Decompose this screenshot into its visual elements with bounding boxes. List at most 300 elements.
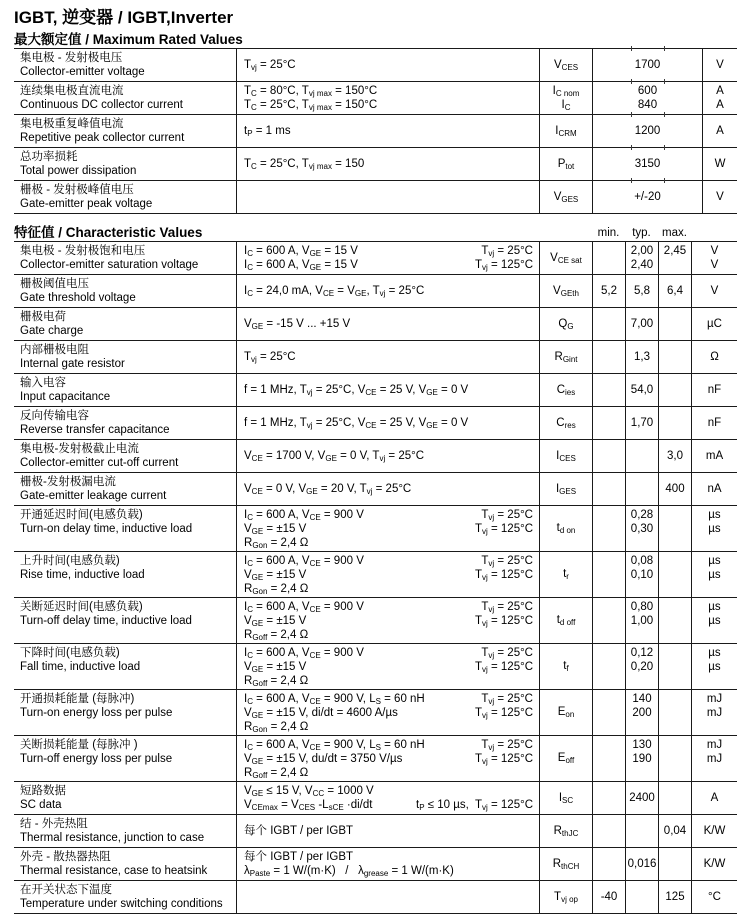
condition-line bbox=[244, 692, 533, 706]
condition-line bbox=[244, 258, 533, 272]
symbol-cell bbox=[539, 115, 592, 147]
spec-name-cn: 关断损耗能量 (每脉冲 ) bbox=[20, 739, 138, 751]
min-value-cell bbox=[592, 881, 625, 913]
value: 1700 bbox=[634, 58, 661, 71]
symbol-cell bbox=[539, 275, 592, 307]
typ-value-cell bbox=[625, 552, 658, 597]
unit: mJ bbox=[706, 753, 723, 765]
condition-temperature: $T_{vj} = 25^\circ C$ bbox=[481, 739, 533, 752]
symbol-cell bbox=[539, 242, 592, 274]
condition-temperature: $T_{vj} = 25^\circ C$ bbox=[481, 601, 533, 614]
condition-line bbox=[244, 850, 533, 864]
condition-line bbox=[244, 416, 533, 430]
condition-temperature: $T_{vj} = 125^\circ C$ bbox=[474, 753, 533, 766]
unit: µs bbox=[708, 615, 721, 627]
typ-value-cell bbox=[625, 782, 658, 814]
spec-name-cn: 集电极重复峰值电流 bbox=[20, 118, 124, 130]
symbol: $E_{off}$ bbox=[557, 752, 575, 765]
min-value: 5,2 bbox=[601, 284, 617, 297]
unit-cell bbox=[702, 49, 737, 81]
condition-text: $R_{Goff} = 2,4$ Ω bbox=[244, 629, 309, 642]
unit: W bbox=[714, 157, 726, 170]
symbol-cell bbox=[539, 782, 592, 814]
condition-temperature: $T_{vj} = 25^\circ C$ bbox=[481, 555, 533, 568]
condition-line bbox=[244, 317, 533, 331]
typ-value: 0,10 bbox=[630, 569, 654, 581]
spec-name-cell bbox=[14, 440, 236, 472]
symbol: $C_{ies}$ bbox=[556, 383, 576, 397]
conditions-cell bbox=[236, 473, 539, 505]
condition-text: $R_{Goff} = 2,4$ Ω bbox=[244, 767, 309, 780]
condition-line bbox=[244, 824, 533, 838]
typ-value-cell bbox=[625, 275, 658, 307]
spec-name-cell bbox=[14, 881, 236, 913]
symbol-cell bbox=[539, 181, 592, 213]
condition-line bbox=[244, 614, 533, 628]
spec-name-cell bbox=[14, 341, 236, 373]
typ-value-cell bbox=[625, 308, 658, 340]
conditions-cell bbox=[236, 181, 539, 213]
table-row bbox=[14, 690, 737, 736]
condition-line bbox=[244, 752, 533, 766]
condition-line bbox=[244, 766, 533, 780]
condition-line bbox=[244, 706, 533, 720]
max-value-cell bbox=[658, 736, 691, 781]
max-value-cell bbox=[658, 308, 691, 340]
spec-name-cn: 开通延迟时间(电感负载) bbox=[20, 509, 143, 521]
symbol: $I_{CES}$ bbox=[556, 449, 576, 463]
typ-value-cell bbox=[625, 848, 658, 880]
spec-name-cell bbox=[14, 49, 236, 81]
unit-cell bbox=[691, 690, 737, 735]
characteristic-section bbox=[14, 224, 737, 914]
unit-cell bbox=[691, 644, 737, 689]
conditions-cell bbox=[236, 275, 539, 307]
unit: mJ bbox=[706, 693, 723, 705]
typ-value: 7,00 bbox=[630, 317, 654, 330]
spec-name-cn: 上升时间(电感负载) bbox=[20, 555, 120, 567]
symbol: $R_{thCH}$ bbox=[552, 857, 580, 871]
condition-temperature: $T_{vj} = 125^\circ C$ bbox=[474, 615, 533, 628]
typ-value: 2,40 bbox=[630, 259, 654, 271]
condition-text: $I_C = 600$ A, $V_{GE} = 15$ V bbox=[244, 259, 358, 272]
condition-text: $R_{Gon} = 2,4$ Ω bbox=[244, 583, 309, 596]
table-row bbox=[14, 848, 737, 881]
symbol: $Q_G$ bbox=[558, 317, 574, 331]
unit: V bbox=[716, 190, 724, 203]
spec-name-cn: 栅极-发射极漏电流 bbox=[20, 476, 116, 488]
spec-name-cell bbox=[14, 815, 236, 847]
spec-name-cell bbox=[14, 736, 236, 781]
condition-line bbox=[244, 482, 533, 496]
condition-text: $I_C = 600$ A, $V_{CE} = 900$ V, $L_S = 60$ nH bbox=[244, 693, 425, 706]
table-row bbox=[14, 82, 737, 115]
min-value-cell bbox=[592, 506, 625, 551]
conditions-cell bbox=[236, 690, 539, 735]
spec-name-cell bbox=[14, 473, 236, 505]
max-value-cell bbox=[658, 552, 691, 597]
unit: µs bbox=[708, 601, 721, 613]
condition-line bbox=[244, 350, 533, 364]
max-value-cell bbox=[658, 341, 691, 373]
spec-name-cn: 栅极阈值电压 bbox=[20, 278, 89, 290]
condition-text: $V_{GE} = \pm 15$ V, di/dt = 4600 A/µs bbox=[244, 707, 398, 720]
unit-cell bbox=[691, 506, 737, 551]
max-value-cell bbox=[658, 440, 691, 472]
typ-value: 0,20 bbox=[630, 661, 654, 673]
spec-name-en: Gate-emitter peak voltage bbox=[20, 198, 153, 210]
condition-line bbox=[244, 798, 533, 812]
min-value-cell bbox=[592, 552, 625, 597]
max-value: 0,04 bbox=[663, 824, 687, 837]
max-rated-section bbox=[14, 31, 737, 214]
symbol: $t_{d on}$ bbox=[556, 522, 576, 535]
min-value-cell bbox=[592, 407, 625, 439]
max-value: 125 bbox=[665, 890, 685, 903]
max-value-cell bbox=[658, 598, 691, 643]
spec-name-cn: 输入电容 bbox=[20, 377, 66, 389]
condition-line bbox=[244, 84, 533, 98]
unit: K/W bbox=[703, 857, 726, 870]
condition-text: $V_{GE} = -15$ V ... +15 V bbox=[244, 317, 351, 331]
spec-name-cn: 外壳 - 散热器热阻 bbox=[20, 851, 111, 863]
condition-temperature: $T_{vj} = 125^\circ C$ bbox=[474, 569, 533, 582]
typ-value: 1,00 bbox=[630, 615, 654, 627]
value-cell bbox=[592, 115, 702, 147]
unit-cell bbox=[691, 407, 737, 439]
symbol: $V_{CES}$ bbox=[553, 58, 579, 72]
condition-line bbox=[244, 124, 533, 138]
spec-name-cell bbox=[14, 115, 236, 147]
condition-text: $V_{CE} = 1700$ V, $V_{GE} = 0$ V, $T_{vj} = 25^\circ C$ bbox=[244, 449, 425, 463]
max-rated-table bbox=[14, 48, 737, 214]
value: 1200 bbox=[634, 124, 661, 137]
typ-value: 5,8 bbox=[634, 284, 650, 297]
page-title: IGBT, 逆变器 / IGBT,Inverter bbox=[14, 8, 234, 27]
condition-text: $T_{vj} = 25^\circ C$ bbox=[244, 350, 296, 364]
condition-text: $V_{GE} = \pm 15$ V bbox=[244, 569, 307, 582]
conditions-cell bbox=[236, 308, 539, 340]
spec-name-en: Turn-off delay time, inductive load bbox=[20, 615, 192, 627]
symbol-cell bbox=[539, 49, 592, 81]
condition-line bbox=[244, 628, 533, 642]
conditions-cell bbox=[236, 82, 539, 114]
symbol-cell bbox=[539, 736, 592, 781]
unit: A bbox=[716, 99, 724, 111]
spec-name-cell bbox=[14, 644, 236, 689]
conditions-cell bbox=[236, 440, 539, 472]
condition-text: $I_C = 600$ A, $V_{CE} = 900$ V bbox=[244, 647, 364, 660]
condition-text: $t_P = 1$ ms bbox=[244, 124, 291, 138]
unit-cell bbox=[702, 82, 737, 114]
symbol-cell bbox=[539, 440, 592, 472]
max-value: 6,4 bbox=[667, 284, 683, 297]
condition-line bbox=[244, 864, 533, 878]
max-value-cell bbox=[658, 407, 691, 439]
spec-name-en: Fall time, inductive load bbox=[20, 661, 141, 673]
spec-name-cell bbox=[14, 506, 236, 551]
table-row bbox=[14, 242, 737, 275]
condition-temperature: $T_{vj} = 125^\circ C$ bbox=[474, 259, 533, 272]
spec-name-cell bbox=[14, 82, 236, 114]
condition-line bbox=[244, 522, 533, 536]
max-value-cell bbox=[658, 644, 691, 689]
symbol: $V_{CE sat}$ bbox=[550, 251, 582, 265]
unit: nA bbox=[707, 482, 722, 495]
max-value: 3,0 bbox=[667, 449, 683, 462]
spec-name-en: Thermal resistance, junction to case bbox=[20, 832, 205, 844]
spec-name-en: Reverse transfer capacitance bbox=[20, 424, 170, 436]
spec-name-cn: 集电极-发射极截止电流 bbox=[20, 443, 139, 455]
unit-cell bbox=[691, 881, 737, 913]
typ-value: 1,70 bbox=[630, 416, 654, 429]
unit: mJ bbox=[706, 739, 723, 751]
unit-cell bbox=[691, 308, 737, 340]
condition-temperature: $T_{vj} = 25^\circ C$ bbox=[481, 647, 533, 660]
max-value-cell bbox=[658, 815, 691, 847]
condition-text: $T_C = 80^\circ C$, $T_{vj max} = 150^\circ C$ bbox=[244, 85, 378, 98]
symbol: $I_{CRM}$ bbox=[555, 124, 577, 138]
unit: A bbox=[716, 124, 724, 137]
max-rated-heading: 最大额定值 / Maximum Rated Values bbox=[14, 32, 243, 47]
condition-text: $I_C = 24,0$ mA, $V_{CE} = V_{GE}$, $T_{vj} = 25^\circ C$ bbox=[244, 284, 425, 298]
unit-cell bbox=[691, 374, 737, 406]
unit-cell bbox=[691, 782, 737, 814]
condition-text: $V_{GE} = \pm 15$ V bbox=[244, 523, 307, 536]
unit: µC bbox=[707, 317, 722, 330]
spec-name-cell bbox=[14, 552, 236, 597]
spec-name-en: Internal gate resistor bbox=[20, 358, 125, 370]
typ-value-cell bbox=[625, 440, 658, 472]
max-value-cell bbox=[658, 848, 691, 880]
conditions-cell bbox=[236, 881, 539, 913]
spec-name-en: Collector-emitter voltage bbox=[20, 66, 145, 78]
spec-name-cell bbox=[14, 148, 236, 180]
conditions-cell bbox=[236, 506, 539, 551]
characteristic-heading: 特征值 / Characteristic Values bbox=[14, 225, 203, 240]
min-value-cell bbox=[592, 782, 625, 814]
value-cell bbox=[592, 148, 702, 180]
max-value: 400 bbox=[665, 482, 685, 495]
col-header-typ: typ. bbox=[632, 227, 651, 239]
unit-cell bbox=[691, 275, 737, 307]
unit: nF bbox=[707, 383, 722, 396]
conditions-cell bbox=[236, 341, 539, 373]
unit: V bbox=[710, 245, 719, 257]
table-row bbox=[14, 49, 737, 82]
max-value-cell bbox=[658, 782, 691, 814]
unit: V bbox=[710, 284, 719, 297]
condition-text: $I_C = 600$ A, $V_{CE} = 900$ V bbox=[244, 555, 364, 568]
unit-cell bbox=[691, 242, 737, 274]
unit-cell bbox=[702, 115, 737, 147]
spec-name-cn: 内部栅极电阻 bbox=[20, 344, 89, 356]
conditions-cell bbox=[236, 49, 539, 81]
spec-name-en: Temperature under switching conditions bbox=[20, 898, 223, 910]
symbol: $V_{GEth}$ bbox=[553, 284, 579, 298]
spec-name-cn: 下降时间(电感负载) bbox=[20, 647, 120, 659]
unit: nF bbox=[707, 416, 722, 429]
spec-name-cn: 集电极 - 发射极电压 bbox=[20, 52, 123, 64]
min-value: -40 bbox=[600, 890, 618, 903]
typ-value: 140 bbox=[632, 693, 652, 705]
table-row bbox=[14, 148, 737, 181]
spec-name-cn: 栅极 - 发射极峰值电压 bbox=[20, 184, 134, 196]
typ-value: 0,80 bbox=[630, 601, 654, 613]
symbol: $V_{GES}$ bbox=[553, 190, 579, 204]
table-row bbox=[14, 782, 737, 815]
spec-name-cell bbox=[14, 690, 236, 735]
spec-name-en: Collector-emitter cut-off current bbox=[20, 457, 179, 469]
typ-value-cell bbox=[625, 815, 658, 847]
spec-name-cn: 在开关状态下温度 bbox=[20, 884, 112, 896]
typ-value-cell bbox=[625, 473, 658, 505]
unit: µs bbox=[708, 523, 721, 535]
value: 600 bbox=[637, 85, 658, 97]
symbol: $t_r$ bbox=[563, 568, 569, 581]
condition-temperature: $t_P \le 10$ µs, $T_{vj} = 125^\circ C$ bbox=[416, 799, 533, 812]
unit-cell bbox=[691, 598, 737, 643]
table-row bbox=[14, 115, 737, 148]
max-value-cell bbox=[658, 690, 691, 735]
table-row bbox=[14, 440, 737, 473]
typ-value-cell bbox=[625, 506, 658, 551]
spec-name-en: Gate threshold voltage bbox=[20, 292, 136, 304]
condition-text: $V_{GE} = \pm 15$ V bbox=[244, 661, 307, 674]
min-value-cell bbox=[592, 473, 625, 505]
condition-text: $I_C = 600$ A, $V_{CE} = 900$ V bbox=[244, 601, 364, 614]
typ-value-cell bbox=[625, 736, 658, 781]
spec-name-cell bbox=[14, 598, 236, 643]
symbol-cell bbox=[539, 644, 592, 689]
max-value-cell bbox=[658, 506, 691, 551]
table-row bbox=[14, 275, 737, 308]
typ-value-cell bbox=[625, 407, 658, 439]
conditions-cell bbox=[236, 115, 539, 147]
spec-name-en: SC data bbox=[20, 799, 62, 811]
table-row bbox=[14, 341, 737, 374]
condition-line bbox=[244, 383, 533, 397]
symbol: $R_{thJC}$ bbox=[553, 824, 579, 838]
symbol-cell bbox=[539, 407, 592, 439]
spec-name-en: Turn-off energy loss per pulse bbox=[20, 753, 173, 765]
spec-name-en: Thermal resistance, case to heatsink bbox=[20, 865, 208, 877]
unit-cell bbox=[691, 473, 737, 505]
unit: A bbox=[710, 791, 719, 804]
symbol-cell bbox=[539, 374, 592, 406]
condition-text: $V_{CE} = 0$ V, $V_{GE} = 20$ V, $T_{vj} = 25^\circ C$ bbox=[244, 482, 412, 496]
condition-text: f = 1 MHz, $T_{vj} = 25^\circ C$, $V_{CE} = 25$ V, $V_{GE} = 0$ V bbox=[244, 416, 469, 430]
min-value-cell bbox=[592, 598, 625, 643]
spec-name-cell bbox=[14, 407, 236, 439]
spec-name-en: Repetitive peak collector current bbox=[20, 132, 185, 144]
conditions-cell bbox=[236, 736, 539, 781]
symbol: $I_{GES}$ bbox=[555, 482, 577, 496]
symbol-cell bbox=[539, 148, 592, 180]
unit: °C bbox=[708, 890, 721, 903]
spec-name-cn: 连续集电极直流电流 bbox=[20, 85, 124, 97]
unit: K/W bbox=[703, 824, 726, 837]
unit: mA bbox=[705, 449, 724, 462]
spec-name-cell bbox=[14, 374, 236, 406]
value-cell bbox=[592, 49, 702, 81]
condition-text: 每个 IGBT / per IGBT bbox=[244, 824, 354, 837]
table-row bbox=[14, 308, 737, 341]
symbol: $I_C$ bbox=[561, 98, 571, 112]
symbol: $t_f$ bbox=[563, 660, 569, 673]
unit: mJ bbox=[706, 707, 723, 719]
table-row bbox=[14, 881, 737, 914]
spec-name-en: Continuous DC collector current bbox=[20, 99, 183, 111]
table-row bbox=[14, 374, 737, 407]
spec-name-en: Input capacitance bbox=[20, 391, 111, 403]
min-typ-max-column-headers bbox=[592, 226, 691, 240]
condition-line bbox=[244, 508, 533, 522]
value: 3150 bbox=[634, 157, 661, 170]
unit-cell bbox=[691, 815, 737, 847]
conditions-cell bbox=[236, 148, 539, 180]
table-row bbox=[14, 815, 737, 848]
value: +/-20 bbox=[634, 190, 661, 203]
conditions-cell bbox=[236, 407, 539, 439]
spec-name-en: Total power dissipation bbox=[20, 165, 137, 177]
condition-line bbox=[244, 536, 533, 550]
symbol: $T_{vj op}$ bbox=[554, 890, 578, 904]
conditions-cell bbox=[236, 242, 539, 274]
unit: Ω bbox=[710, 350, 719, 363]
symbol-cell bbox=[539, 598, 592, 643]
unit-cell bbox=[691, 440, 737, 472]
table-row bbox=[14, 473, 737, 506]
min-value-cell bbox=[592, 440, 625, 472]
symbol: $P_{tot}$ bbox=[557, 157, 575, 171]
table-row bbox=[14, 506, 737, 552]
condition-temperature: $T_{vj} = 25^\circ C$ bbox=[481, 693, 533, 706]
symbol: $I_{SC}$ bbox=[558, 791, 574, 805]
condition-text: $R_{Gon} = 2,4$ Ω bbox=[244, 721, 309, 734]
condition-text: $V_{GE} = \pm 15$ V bbox=[244, 615, 307, 628]
typ-value: 190 bbox=[632, 753, 652, 765]
min-value-cell bbox=[592, 848, 625, 880]
symbol: $C_{res}$ bbox=[556, 416, 576, 430]
unit-cell bbox=[702, 148, 737, 180]
typ-value-cell bbox=[625, 242, 658, 274]
unit: A bbox=[716, 85, 724, 97]
condition-text: $\lambda_{Paste} = 1$ $W/(m\cdot K) / \lambda_{grease} = 1$ W/(m·K) bbox=[244, 865, 454, 878]
spec-name-cell bbox=[14, 848, 236, 880]
condition-line bbox=[244, 157, 533, 171]
condition-temperature: $T_{vj} = 25^\circ C$ bbox=[481, 245, 533, 258]
symbol-cell bbox=[539, 506, 592, 551]
condition-text: $V_{GE} \le 15$ V, $V_{CC} = 1000$ V bbox=[244, 785, 374, 798]
symbol: $I_{C nom}$ bbox=[552, 84, 580, 98]
symbol-cell bbox=[539, 473, 592, 505]
typ-value: 0,30 bbox=[630, 523, 654, 535]
spec-name-cn: 集电极 - 发射极饱和电压 bbox=[20, 245, 146, 257]
spec-name-cell bbox=[14, 242, 236, 274]
condition-text: $R_{Gon} = 2,4$ Ω bbox=[244, 537, 309, 550]
symbol-cell bbox=[539, 308, 592, 340]
condition-text: $R_{Goff} = 2,4$ Ω bbox=[244, 675, 309, 688]
typ-value: 200 bbox=[632, 707, 652, 719]
min-value-cell bbox=[592, 690, 625, 735]
spec-name-en: Turn-on energy loss per pulse bbox=[20, 707, 173, 719]
unit-cell bbox=[691, 848, 737, 880]
spec-name-cell bbox=[14, 308, 236, 340]
condition-line bbox=[244, 784, 533, 798]
condition-line bbox=[244, 646, 533, 660]
spec-name-en: Rise time, inductive load bbox=[20, 569, 145, 581]
